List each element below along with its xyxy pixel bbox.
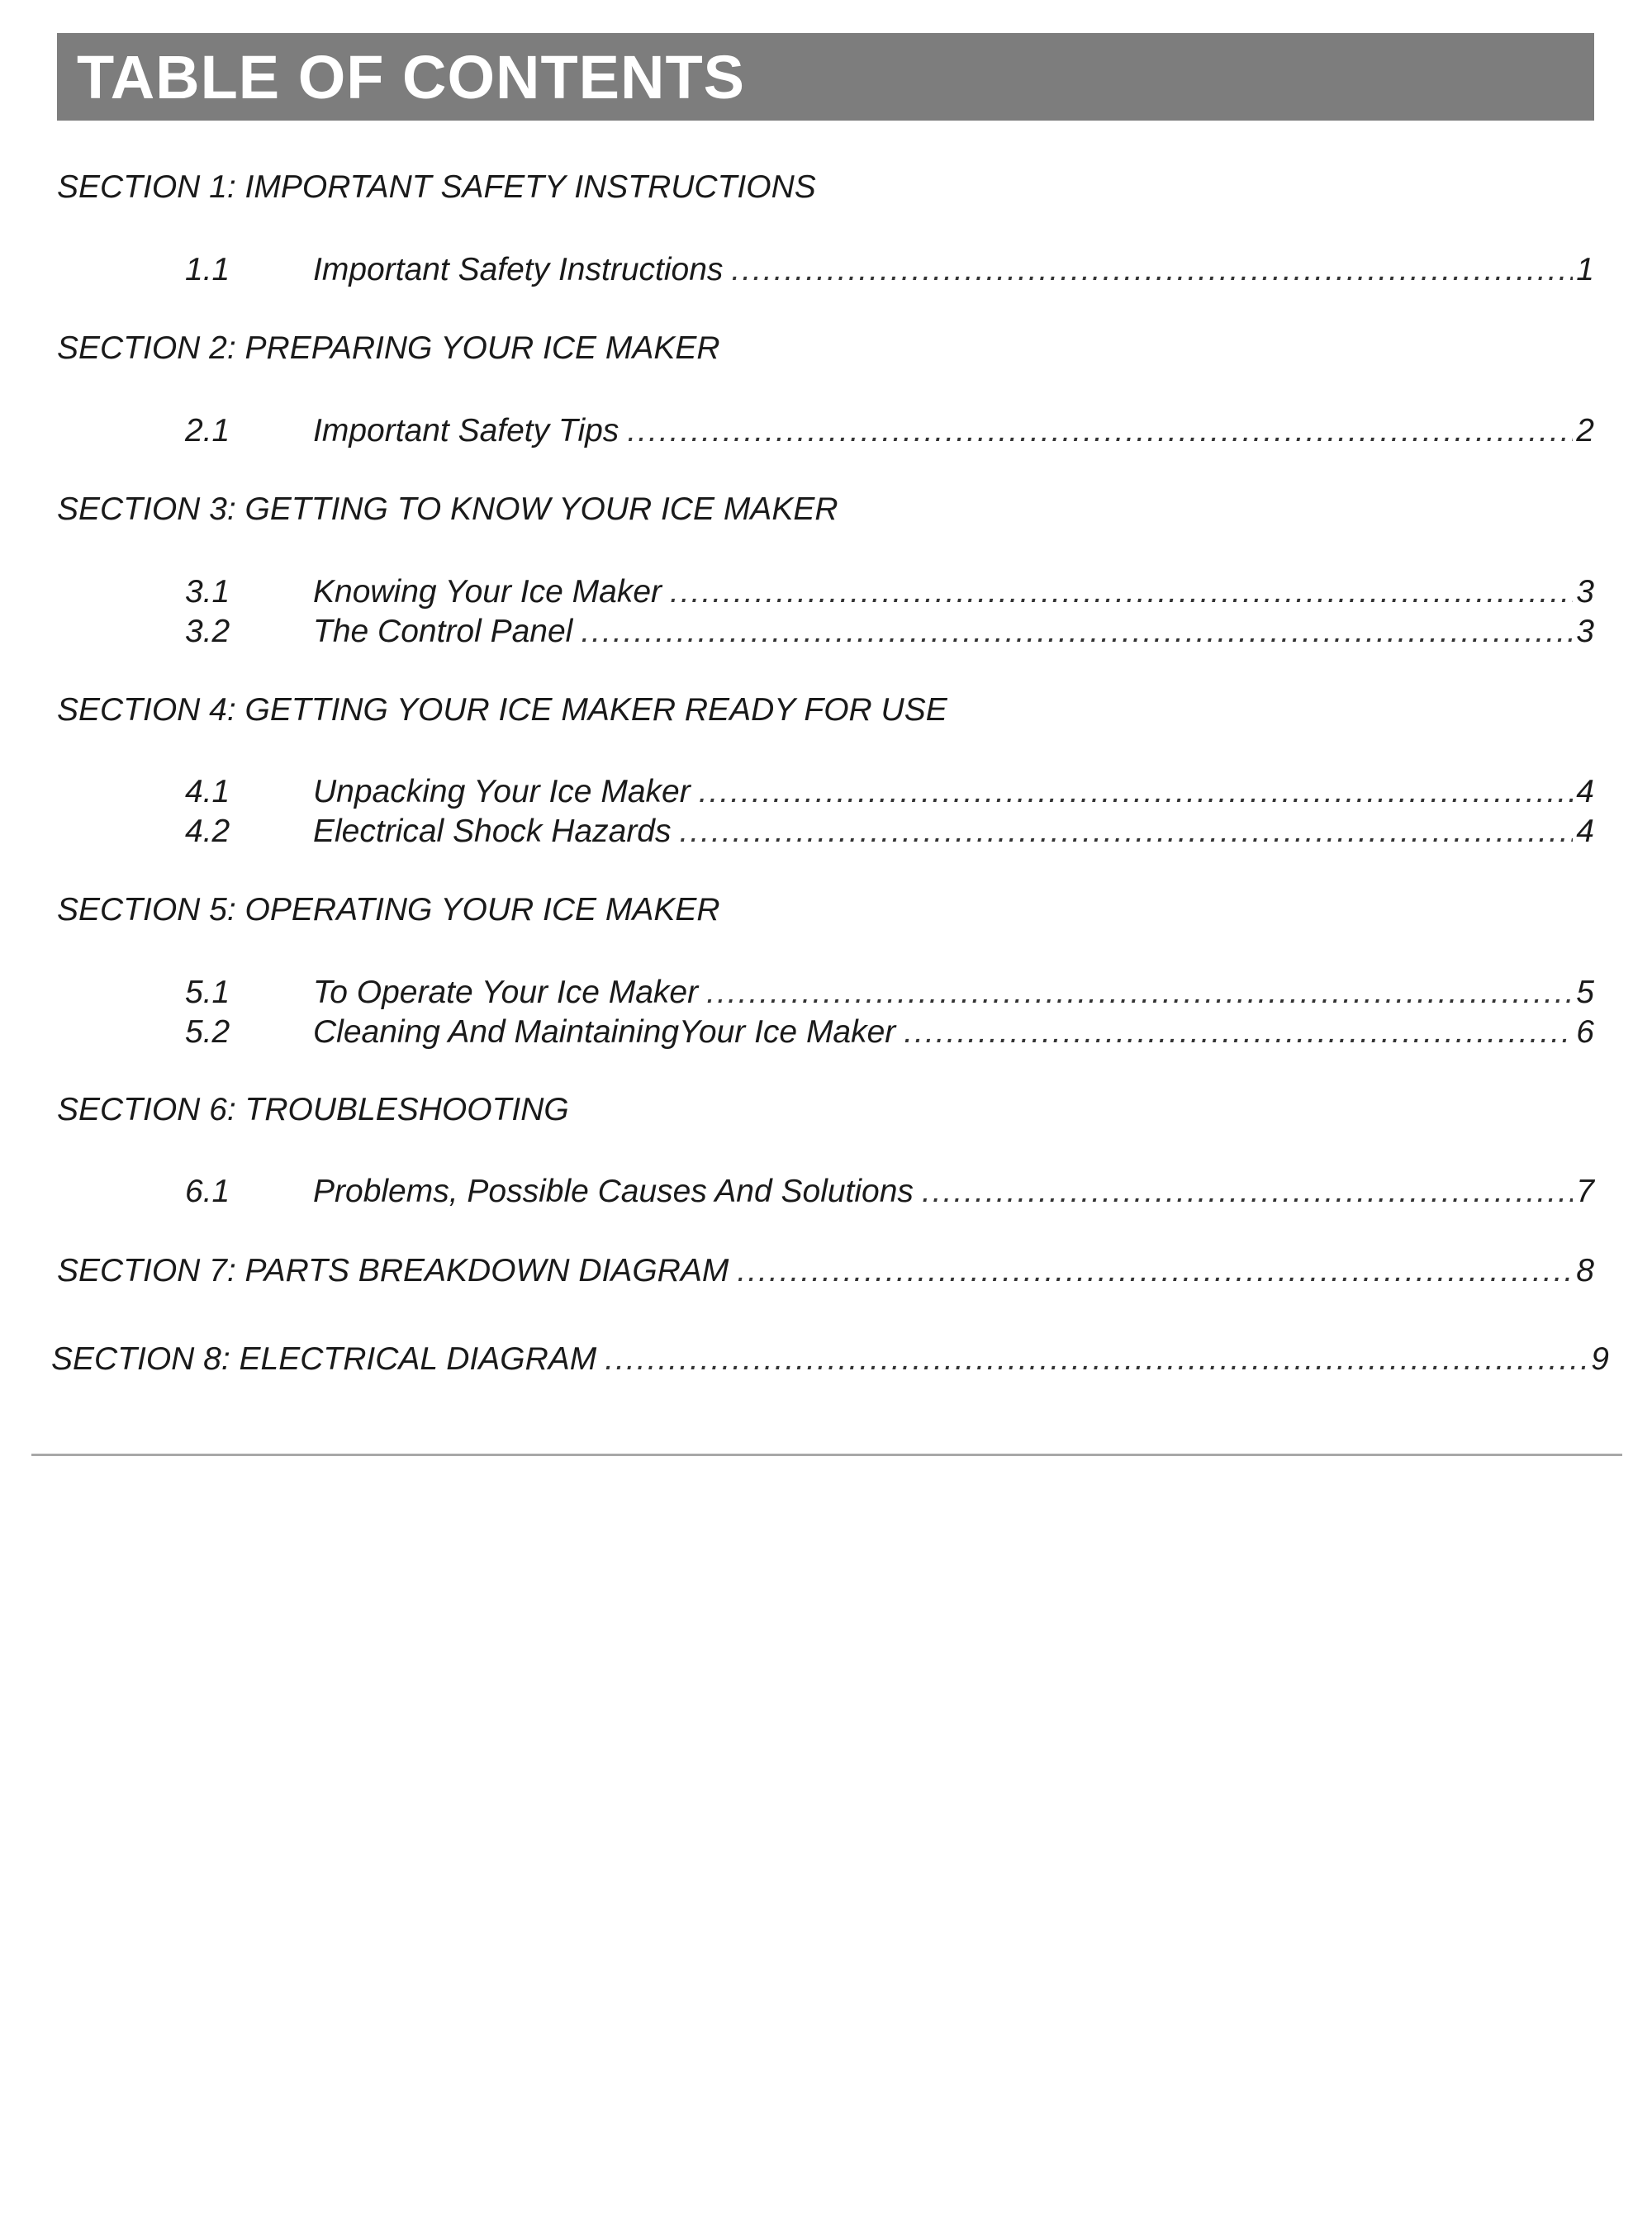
dot-leader	[581, 614, 1573, 650]
entry-label: Electrical Shock Hazards	[313, 814, 672, 849]
toc-entry-3-1[interactable]	[57, 574, 1594, 610]
entry-page-number: 1	[1576, 252, 1594, 287]
entry-label: Unpacking Your Ice Maker	[313, 774, 691, 809]
dot-leader	[605, 1341, 1588, 1378]
toc-entry-section-8[interactable]	[51, 1341, 1609, 1378]
entry-label: Knowing Your Ice Maker	[313, 574, 662, 610]
dot-leader	[904, 1014, 1573, 1051]
toc-entry-5-1[interactable]	[57, 975, 1594, 1011]
entry-page-number: 4	[1576, 774, 1594, 809]
entry-label: Important Safety Instructions	[313, 252, 724, 287]
toc-entry-section-7[interactable]	[57, 1253, 1594, 1289]
toc-entry-3-2[interactable]	[57, 614, 1594, 650]
horizontal-divider	[31, 1454, 1622, 1456]
entry-label: Problems, Possible Causes And Solutions	[313, 1174, 914, 1209]
entry-number: 3.1	[185, 574, 230, 610]
entry-label: Cleaning And MaintainingYour Ice Maker	[313, 1014, 896, 1050]
page-title: TABLE OF CONTENTS	[77, 42, 746, 112]
dot-leader	[922, 1174, 1573, 1210]
entry-number: 5.1	[185, 975, 230, 1010]
entry-page-number: 4	[1576, 814, 1594, 849]
toc-entry-6-1[interactable]	[57, 1174, 1594, 1210]
dot-leader	[680, 814, 1574, 850]
entry-number: 4.2	[185, 814, 230, 849]
section-5-heading: SECTION 5: OPERATING YOUR ICE MAKER	[57, 892, 720, 928]
entry-number: 1.1	[185, 252, 230, 287]
dot-leader	[731, 252, 1573, 288]
toc-entry-4-1[interactable]	[57, 774, 1594, 810]
dot-leader	[670, 574, 1573, 610]
section-6-heading: SECTION 6: TROUBLESHOOTING	[57, 1092, 569, 1127]
entry-number: 2.1	[185, 413, 230, 448]
entry-number: 5.2	[185, 1014, 230, 1050]
entry-number: 6.1	[185, 1174, 230, 1209]
entry-page-number: 9	[1591, 1341, 1609, 1377]
section-1-heading: SECTION 1: IMPORTANT SAFETY INSTRUCTIONS	[57, 169, 816, 205]
entry-label: To Operate Your Ice Maker	[313, 975, 699, 1010]
section-2-heading: SECTION 2: PREPARING YOUR ICE MAKER	[57, 330, 720, 366]
toc-entry-1-1[interactable]	[57, 252, 1594, 288]
entry-page-number: 3	[1576, 574, 1594, 610]
entry-page-number: 3	[1576, 614, 1594, 649]
toc-entry-5-2[interactable]	[57, 1014, 1594, 1051]
section-4-heading: SECTION 4: GETTING YOUR ICE MAKER READY FOR USE	[57, 692, 947, 728]
section-3-heading: SECTION 3: GETTING TO KNOW YOUR ICE MAKER	[57, 491, 838, 527]
dot-leader	[706, 975, 1573, 1011]
entry-page-number: 2	[1576, 413, 1594, 448]
toc-entry-2-1[interactable]	[57, 413, 1594, 449]
entry-label: The Control Panel	[313, 614, 573, 649]
entry-label: SECTION 8: ELECTRICAL DIAGRAM	[51, 1341, 597, 1377]
entry-label: SECTION 7: PARTS BREAKDOWN DIAGRAM	[57, 1253, 729, 1288]
dot-leader	[737, 1253, 1573, 1289]
entry-page-number: 7	[1576, 1174, 1594, 1209]
entry-number: 4.1	[185, 774, 230, 809]
entry-page-number: 5	[1576, 975, 1594, 1010]
dot-leader	[699, 774, 1574, 810]
entry-page-number: 8	[1576, 1253, 1594, 1288]
dot-leader	[627, 413, 1573, 449]
entry-label: Important Safety Tips	[313, 413, 620, 448]
toc-entry-4-2[interactable]	[57, 814, 1594, 850]
entry-number: 3.2	[185, 614, 230, 649]
entry-page-number: 6	[1576, 1014, 1594, 1050]
